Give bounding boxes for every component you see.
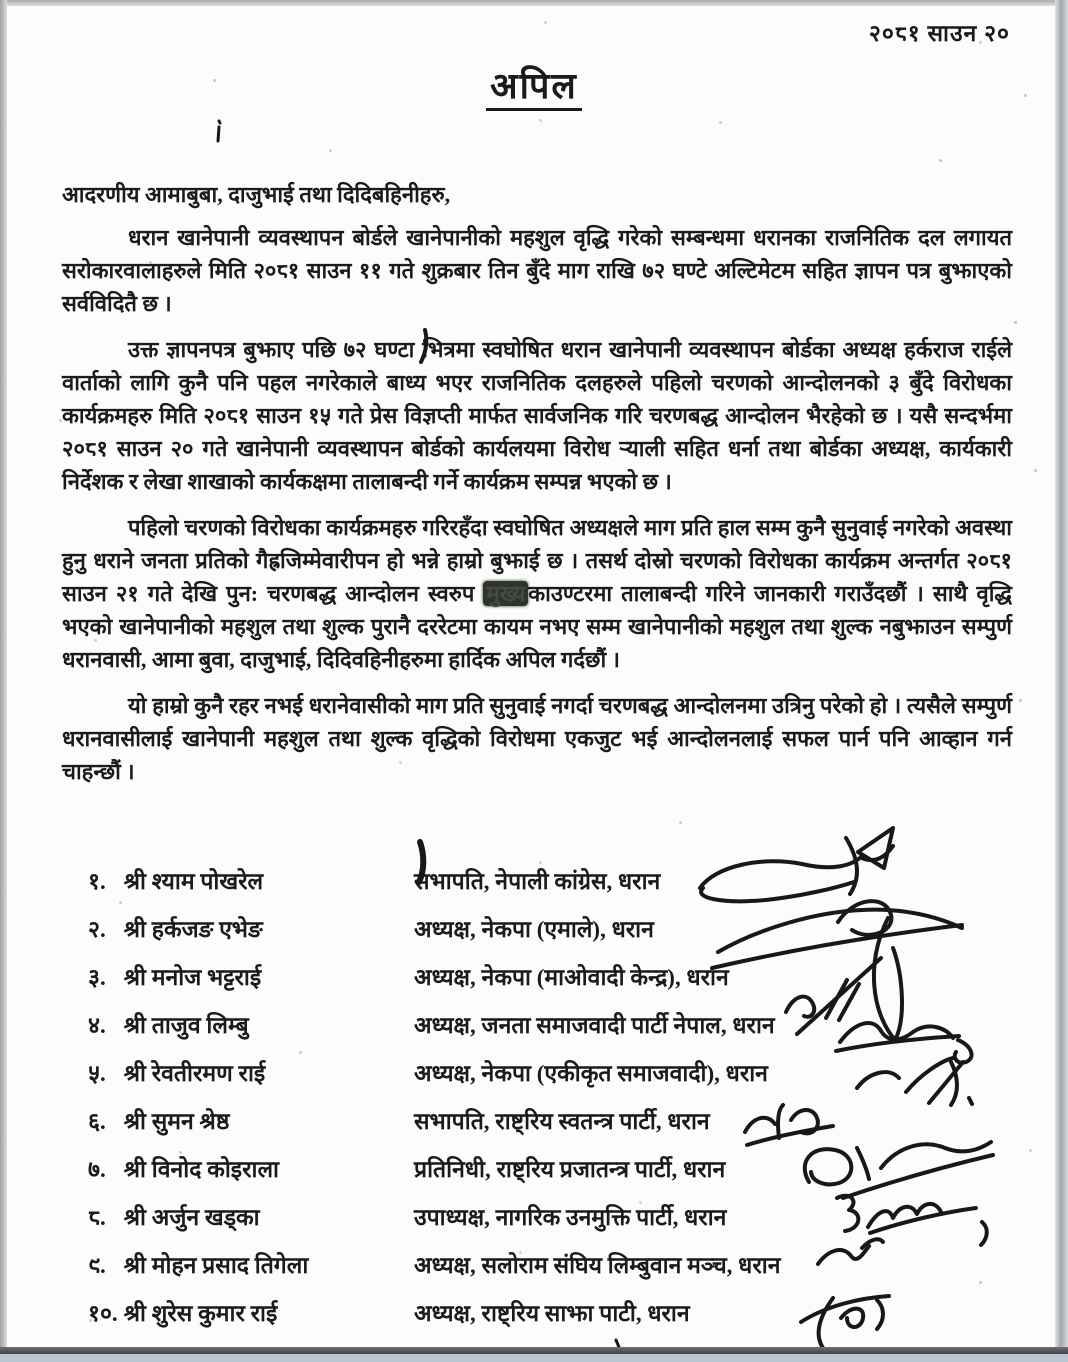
signatory-name: श्री श्याम पोखरेल	[123, 869, 264, 894]
ink-blot-word: मुख्य	[483, 581, 528, 606]
signatory-name: श्री रेवतीरमण राई	[123, 1061, 266, 1086]
signatory-role: अध्यक्ष, नेकपा (एमाले), धरान	[414, 917, 654, 942]
signatory-name: श्री हर्कजङ एभेङ	[123, 917, 263, 942]
signatory-name-cell	[88, 1056, 414, 1088]
signatory-row	[88, 1144, 1018, 1192]
signatory-role: अध्यक्ष, सलोराम संघिय लिम्बुवान मञ्च, धरान	[414, 1253, 781, 1278]
signatory-role: उपाध्यक्ष, नागरिक उनमुक्ति पार्टी, धरान	[414, 1205, 727, 1230]
signatory-name-cell	[88, 960, 414, 992]
paragraph-2: उक्त ज्ञापनपत्र बुझाए पछि ७२ घण्टा भित्रमा स्वघोषित धरान खानेपानी व्यवस्थापन बोर्डका अध्यक्ष हर्कराज राईले वार्ताको लागि कुनै पनि पहल नगरेकाले बाध्य भएर राजनितिक दलहरुले पहिलो चरणको आन्दोलनको ३ बुँदे विरोधका कार्यक्रमहरु मिति २०८१ साउन १५ गते प्रेस विज्ञप्ती मार्फत सार्वजनिक गरि चरणबद्ध आन्दोलन भैरहेको छ । यसै सन्दर्भमा २०८१ साउन २० गते खानेपानी व्यवस्थापन बोर्डको कार्यलयमा विरोध ऱ्याली सहित धर्ना तथा बोर्डका अध्यक्ष, कार्यकारी निर्देशक र लेखा शाखाको कार्यकक्षमा तालाबन्दी गर्ने कार्यक्रम सम्पन्न भएको छ ।	[62, 337, 1012, 494]
signatory-name: श्री सुमन श्रेष्ठ	[123, 1109, 230, 1134]
signatory-row	[88, 1192, 1018, 1240]
signatory-number: १०.	[88, 1301, 118, 1326]
scan-edge-bottom-dark	[0, 1347, 1068, 1354]
signatory-number: २.	[88, 917, 106, 942]
signatory-role: अध्यक्ष, जनता समाजवादी पार्टी नेपाल, धरान	[414, 1013, 775, 1038]
signatory-row	[88, 1000, 1018, 1048]
signatory-name-cell	[88, 1200, 414, 1232]
signatory-number: ५.	[88, 1061, 106, 1086]
signatory-name: श्री ताजुव लिम्बु	[123, 1013, 249, 1038]
signatory-row	[88, 1240, 1018, 1288]
signatory-name-cell	[88, 1248, 414, 1280]
scan-edge-right	[1055, 0, 1068, 1362]
signatory-name-cell	[88, 864, 414, 896]
signatory-number: ६.	[88, 1109, 106, 1134]
scan-edge-top	[0, 0, 1068, 6]
signatory-role: सभापति, नेपाली कांग्रेस, धरान	[414, 869, 661, 894]
salutation: आदरणीय आमाबुबा, दाजुभाई तथा दिदिबहिनीहरु,	[62, 182, 451, 207]
signatory-role: सभापति, राष्ट्रिय स्वतन्त्र पार्टी, धरान	[414, 1109, 710, 1134]
paragraph-3-before-blot: पहिलो चरणको विरोधका कार्यक्रमहरु गरिरहँदा स्वघोषित अध्यक्षले माग प्रति हाल सम्म कुनै सुनुवाई नगरेको अवस्था हुनु धराने जनता प्रतिको गैह्रजिम्मेवारीपन हो भन्ने हाम्रो बुझाई छ । तसर्थ दोस्रो चरणको विरोधका कार्यक्रम अन्तर्गत २०८१ साउन २१ गते देखि पुन: चरणबद्ध आन्दोलन स्वरुप	[62, 515, 1012, 606]
signatory-number: ४.	[88, 1013, 106, 1038]
signatory-number: ३.	[88, 965, 106, 990]
signatory-role: अध्यक्ष, राष्ट्रिय साझा पाटी, धरान	[414, 1301, 690, 1326]
paragraph-1: धरान खानेपानी व्यवस्थापन बोर्डले खानेपानीको महशुल वृद्धि गरेको सम्बन्धमा धरानका राजनितिक दल लगायत सरोकारवालाहरुले मिति २०८१ साउन ११ गते शुक्रबार तिन बुँदे माग राखि ७२ घण्टे अल्टिमेटम सहित ज्ञापन पत्र बुझाएको सर्वविदितै छ ।	[62, 225, 1012, 316]
signatory-name-cell	[88, 1008, 414, 1040]
signatory-role: अध्यक्ष, नेकपा (एकीकृत समाजवादी), धरान	[414, 1061, 768, 1086]
signatory-name: श्री अर्जुन खड्का	[123, 1205, 260, 1230]
signatory-name-cell	[88, 1104, 414, 1136]
signatory-number: ९.	[88, 1253, 106, 1278]
signatory-number: ७.	[88, 1157, 106, 1182]
signatory-name-cell	[88, 1296, 414, 1328]
signatory-row	[88, 1288, 1018, 1336]
signatory-number: ८.	[88, 1205, 106, 1230]
signatory-role: प्रतिनिधी, राष्ट्रिय प्रजातन्त्र पार्टी, धरान	[414, 1157, 726, 1182]
document-title-wrap	[0, 60, 1068, 109]
signatory-row	[88, 1048, 1018, 1096]
document-date: २०८१ साउन २०	[868, 21, 1010, 46]
signatory-row	[88, 904, 1018, 952]
signatory-role: अध्यक्ष, नेकपा (माओवादी केन्द्र), धरान	[414, 965, 729, 990]
signatory-row	[88, 1096, 1018, 1144]
signatory-name: श्री शुरेस कुमार राई	[123, 1301, 278, 1326]
scan-edge-left	[0, 0, 7, 1362]
letter-body	[62, 178, 1012, 801]
signatory-name-cell	[88, 912, 414, 944]
signatory-name: श्री विनोद कोइराला	[123, 1157, 279, 1182]
paragraph-4: यो हाम्रो कुनै रहर नभई धरानेवासीको माग प्रति सुनुवाई नगर्दा चरणबद्ध आन्दोलनमा उत्रिनु परेको हो । त्यसैले सम्पुर्ण धरानवासीलाई खानेपानी महशुल तथा शुल्क वृद्धिको विरोधमा एकजुट भई आन्दोलनलाई सफल पार्न पनि आव्हान गर्न चाहन्छौं ।	[62, 693, 1012, 784]
signatory-name: श्री मनोज भट्टराई	[123, 965, 262, 990]
paragraph-3-after-blot: काउण्टरमा तालाबन्दी गरिने जानकारी गराउँदछौं । साथै वृद्धि भएको खानेपानीको महशुल तथा शुल्क पुरानै दररेटमा कायम नभए सम्म खानेपानीको महशुल तथा शुल्क नबुझाउन सम्पुर्ण धरानवासी, आमा बुवा, दाजुभाई, दिदिवहिनीहरुमा हार्दिक अपिल गर्दछौं ।	[62, 581, 1013, 672]
signatory-list	[88, 856, 1018, 1336]
paragraph-3	[62, 511, 1012, 676]
signatory-row	[88, 952, 1018, 1000]
signatory-name: श्री मोहन प्रसाद तिगेला	[123, 1253, 309, 1278]
signatory-number: १.	[88, 869, 106, 894]
signatory-row	[88, 856, 1018, 904]
signatory-name-cell	[88, 1152, 414, 1184]
scan-edge-bottom-light	[0, 1354, 1068, 1362]
document-title: अपिल	[486, 66, 582, 111]
